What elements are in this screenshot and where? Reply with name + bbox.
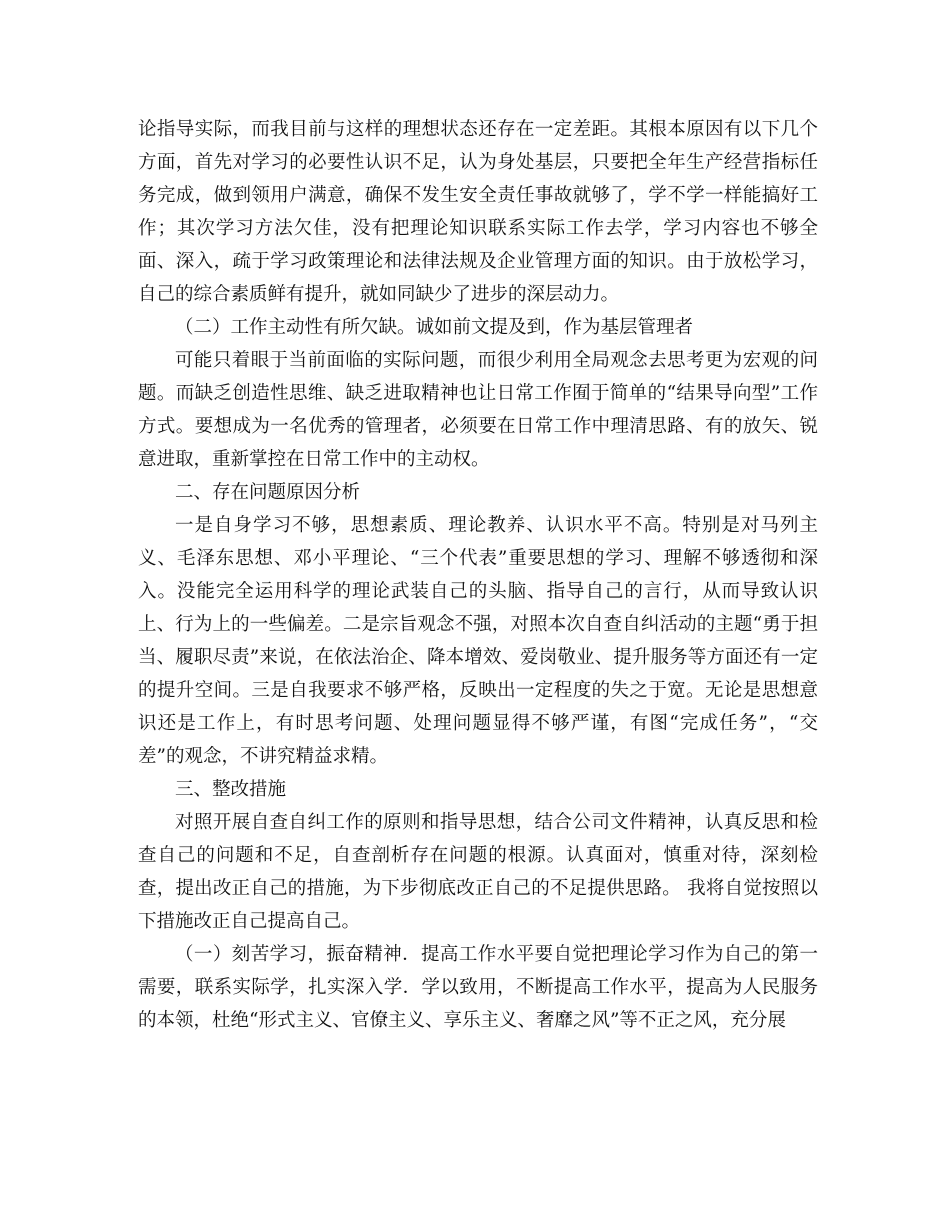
paragraph-rectification-intro: 对照开展自查自纠工作的原则和指导思想，结合公司文件精神，认真反思和检查自己的问题和不足，自查剖析存在问题的根源。认真面对，慎重对待，深刻检查，提出改正自己的措施，为下步彻底改正自己的不足提供思路。 我将自觉按照以下措施改正自己提高自己。 — [138, 812, 818, 932]
paragraph-initiative-body: 可能只着眼于当前面临的实际问题，而很少利用全局观念去思考更为宏观的问题。而缺乏创造性思维、缺乏进取精神也让日常工作囿于简单的“结果导向型”工作方式。要想成为一名优秀的管理者，必须要在日常工作中理清思路、有的放矢、锐意进取，重新掌控在日常工作中的主动权。 — [138, 350, 818, 470]
section-heading-cause-analysis: 二、存在问题原因分析 — [175, 482, 361, 503]
paragraph-rectification-study: （一）刻苦学习，振奋精神．提高工作水平要自觉把理论学习作为自己的第一需要，联系实际学，扎实深入学．学以致用，不断提高工作水平，提高为人民服务的本领，杜绝“形式主义、官僚主义、享乐主义、奢靡之风”等不正之风，充分展 — [138, 944, 818, 1031]
paragraph-cause-analysis-continued: 论指导实际，而我目前与这样的理想状态还存在一定差距。其根本原因有以下几个方面，首先对学习的必要性认识不足，认为身处基层，只要把全年生产经营指标任务完成，做到领用户满意，确保不发生安全责任事故就够了，学不学一样能搞好工作；其次学习方法欠佳，没有把理论知识联系实际工作去学，学习内容也不够全面、深入，疏于学习政策理论和法律法规及企业管理方面的知识。由于放松学习，自己的综合素质鲜有提升，就如同缺少了进步的深层动力。 — [138, 119, 818, 305]
paragraph-cause-analysis: 一是自身学习不够，思想素质、理论教养、认识水平不高。特别是对马列主义、毛泽东思想、邓小平理论、“三个代表”重要思想的学习、理解不够透彻和深入。没能完全运用科学的理论武装自己的头脑、指导自己的言行，从而导致认识上、行为上的一些偏差。二是宗旨观念不强，对照本次自查自纠活动的主题“勇于担当、履职尽责”来说，在依法治企、降本增效、爱岗敬业、提升服务等方面还有一定的提升空间。三是自我要求不够严格，反映出一定程度的失之于宽。无论是思想意识还是工作上，有时思考问题、处理问题显得不够严谨，有图“完成任务”，“交差”的观念，不讲究精益求精。 — [138, 515, 818, 767]
section-heading-rectification: 三、整改措施 — [175, 779, 287, 800]
document-body — [138, 113, 818, 1037]
paragraph-initiative-heading: （二）工作主动性有所欠缺。诚如前文提及到，作为基层管理者 — [175, 317, 694, 338]
